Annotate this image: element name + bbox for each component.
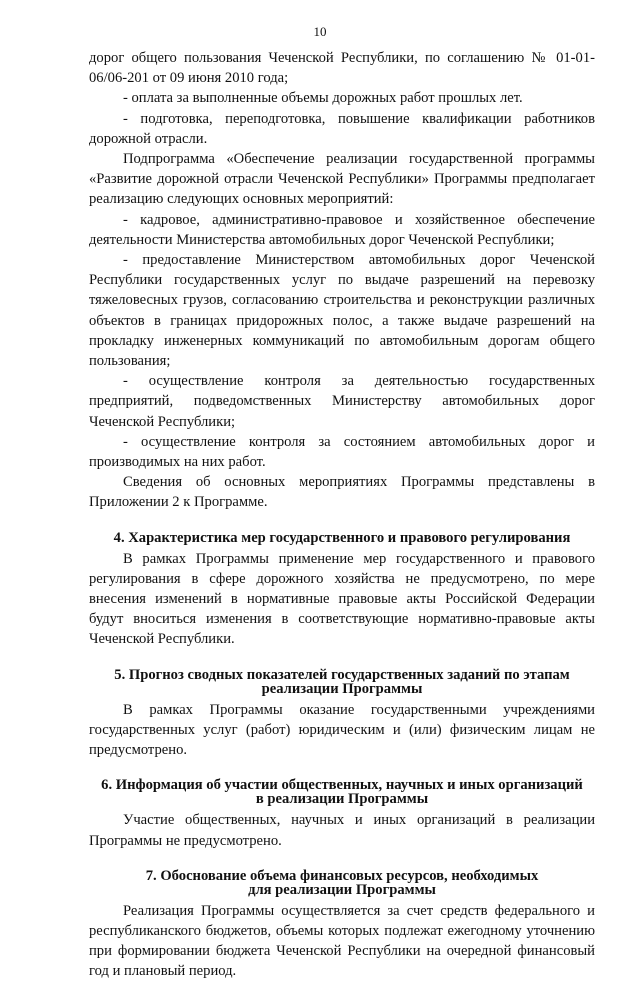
paragraph: - кадровое, административно-правовое и хозяйственное обеспечение деятельности Министерства автомобильных дорог Чеченской Республики;	[89, 211, 595, 248]
section-heading-line: в реализации Программы	[255, 791, 429, 808]
paragraph: - осуществление контроля за деятельностью государственных предприятий, подведомственных Министерству автомобильных дорог Чеченской Республики;	[89, 373, 595, 430]
section-heading-line: 7. Обоснование объема финансовых ресурсов, необходимых	[145, 867, 539, 884]
paragraph: Сведения об основных мероприятиях Программы представлены в Приложении 2 к Программе.	[89, 474, 595, 511]
paragraph: дорог общего пользования Чеченской Республики, по соглашению № 01-01-06/06-201 от 09 июня 2010 года;	[89, 50, 595, 87]
section-heading	[89, 778, 595, 806]
section-heading	[89, 668, 595, 696]
paragraph: В рамках Программы оказание государственными учреждениями государственных услуг (работ) юридическим и (или) физическим лицам не предусмотрено.	[89, 701, 595, 759]
page-number: 10	[313, 24, 327, 39]
paragraph: - предоставление Министерством автомобильных дорог Чеченской Республики государственных услуг по выдаче разрешений на перевозку тяжеловесных грузов, согласованию строительства и реконструкции различных объектов в границах придорожных полос, а также выдаче разрешений на прокладку инженерных коммуникаций по автомобильным дорогам общего пользования;	[89, 252, 595, 370]
paragraph: Участие общественных, научных и иных организаций в реализации Программы не предусмотрено.	[89, 812, 595, 849]
paragraph: - осуществление контроля за состоянием автомобильных дорог и производимых на них работ.	[89, 433, 595, 471]
document-body	[89, 48, 595, 982]
section-heading	[89, 869, 595, 897]
section-heading-line: 4. Характеристика мер государственного и правового регулирования	[113, 529, 571, 546]
section-heading-line: для реализации Программы	[248, 881, 436, 898]
paragraph: - оплата за выполненные объемы дорожных работ прошлых лет.	[123, 90, 523, 107]
section-heading-line: 5. Прогноз сводных показателей государственных заданий по этапам	[114, 666, 570, 683]
paragraph: В рамках Программы применение мер государственного и правового регулирования в сфере дорожного хозяйства не предусмотрено, по мере внесения изменений в нормативные правовые акты Российской Федерации будут вноситься изменения в соответствующие нормативно-правовые акты Чеченской Республики.	[89, 550, 595, 648]
paragraph: Подпрограмма «Обеспечение реализации государственной программы «Развитие дорожной отрасли Чеченской Республики» Программы предполагает реализацию следующих основных мероприятий:	[89, 151, 595, 208]
paragraph: Реализация Программы осуществляется за счет средств федерального и республиканского бюджетов, объемы которых подлежат ежегодному уточнению при формировании бюджета Чеченской Республики на очередной финансовый год и плановый период.	[89, 902, 595, 980]
section-heading-line: реализации Программы	[261, 680, 423, 697]
section-heading-line: 6. Информация об участии общественных, научных и иных организаций	[101, 777, 583, 794]
paragraph: - подготовка, переподготовка, повышение квалификации работников дорожной отрасли.	[89, 110, 595, 147]
section-heading	[89, 531, 595, 545]
